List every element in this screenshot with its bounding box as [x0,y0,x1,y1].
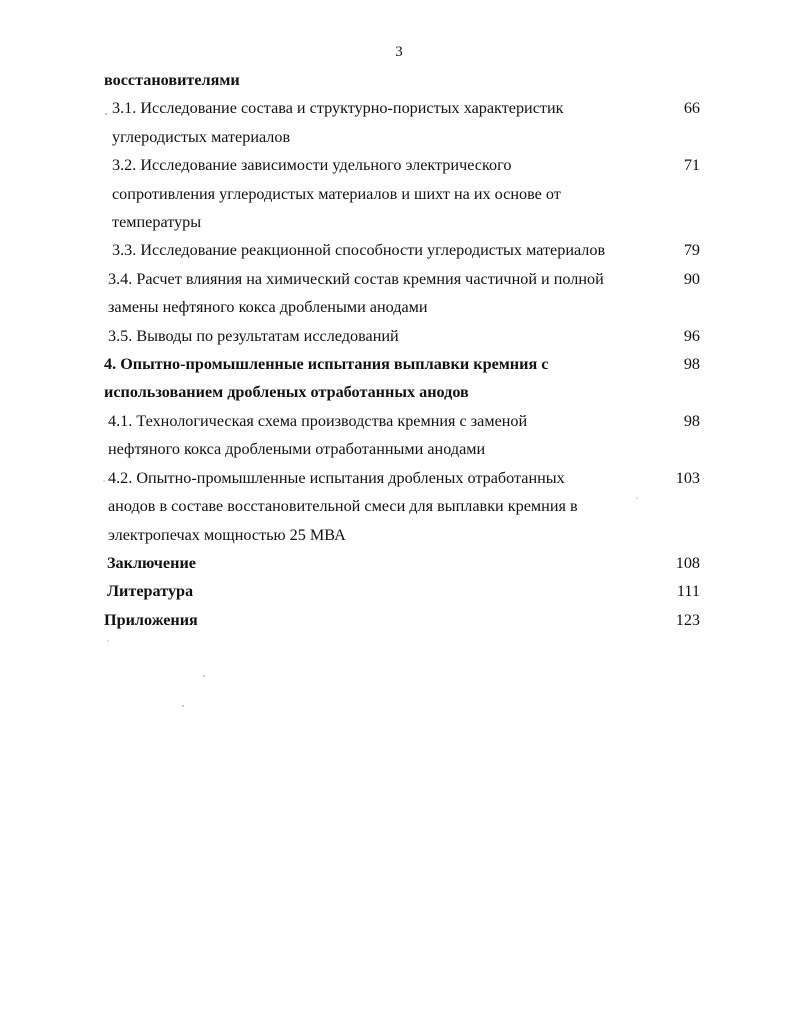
toc-entry [104,94,700,151]
toc-entry [104,549,700,577]
toc-entry [104,322,700,350]
toc-entry-page: 71 [683,156,700,175]
table-of-contents [104,66,700,634]
toc-entry-page: 123 [675,610,700,629]
toc-entry-page: 79 [683,241,700,260]
toc-entry-title: 3.2. Исследование зависимости удельного электрического сопротивления углеродистых материалов и шихт на их основе от температуры [112,156,561,232]
toc-entry [104,350,700,407]
toc-entry [104,577,700,605]
toc-entry-title: 3.5. Выводы по результатам исследований [108,326,399,345]
toc-entry-page: 98 [683,355,700,374]
toc-entry-page: 96 [683,326,700,345]
toc-entry [104,464,700,549]
toc-entry-page: 90 [683,269,700,288]
toc-entry [104,407,700,464]
toc-entry-page: 103 [675,468,700,487]
toc-entry-title: 4.1. Технологическая схема производства кремния с заменой нефтяного кокса дроблеными отработанными анодами [108,411,528,459]
toc-entry [104,236,700,264]
toc-entry-title: Литература [107,582,194,601]
toc-entry [104,151,700,236]
toc-entry-title: 4.2. Опытно-промышленные испытания дробленых отработанных анодов в составе восстановительной смеси для выплавки кремния в электропечах мощностью 25 МВА [108,468,578,544]
toc-entry-title: 3.4. Расчет влияния на химический состав кремния частичной и полной замены нефтяного кокса дроблеными анодами [108,269,604,317]
toc-entry [104,606,700,634]
toc-entry-page: 108 [675,553,700,572]
toc-entry-page: 111 [676,582,700,601]
toc-entry-title: 3.1. Исследование состава и структурно-пористых характеристик углеродистых материалов [112,99,564,146]
toc-entry-title: Приложения [104,610,198,629]
toc-entry-page: 98 [683,411,700,430]
toc-entry [104,265,700,322]
toc-entry-title: восстановителями [104,71,240,89]
toc-entry-title: 4. Опытно-промышленные испытания выплавки кремния с использованием дробленых отработанных анодов [104,355,549,402]
toc-entry-page: 66 [683,99,700,118]
toc-entry-title: 3.3. Исследование реакционной способности углеродистых материалов [112,241,606,260]
page-number: 3 [395,44,403,60]
toc-entry [104,66,700,94]
toc-entry-title: Заключение [107,553,196,572]
